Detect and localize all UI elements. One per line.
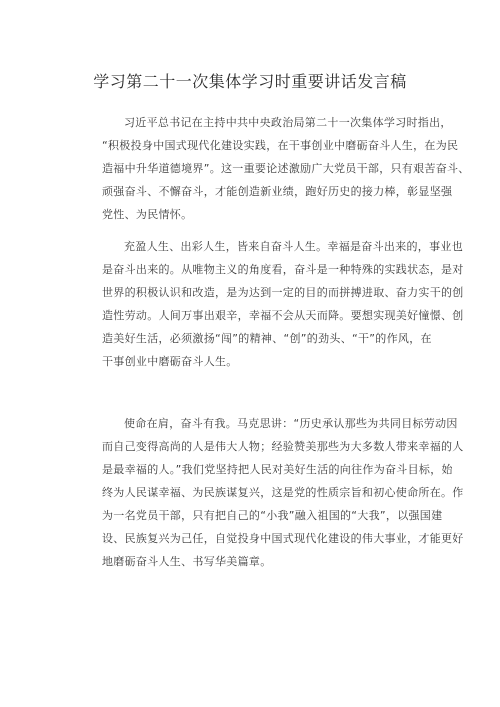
paragraph-line: 充盈人生、出彩人生，皆来自奋斗人生。幸福是奋斗出来的，事业也 — [124, 240, 463, 253]
paragraph-line: 地磨砺奋斗人生、书写华美篇章。 — [102, 555, 272, 568]
paragraph-line: 造美好生活，必须激扬“闯”的精神、“创”的劲头、“干”的作风，在 — [102, 332, 432, 345]
paragraph-line: 顽强奋斗、不懈奋斗，才能创造新业绩，跑好历史的接力棒，彰显坚强 — [102, 185, 453, 198]
document-title: 学习第二十一次集体学习时重要讲话发言稿 — [93, 72, 407, 91]
paragraph-1 — [102, 111, 470, 226]
paragraph-line: 设、民族复兴为己任，自觉投身中国式现代化建设的伟大事业，才能更好 — [102, 532, 464, 545]
paragraph-3 — [102, 412, 464, 573]
paragraph-line: 而自己变得高尚的人是伟大人物；经验赞美那些为大多数人带来幸福的人 — [102, 440, 464, 453]
paragraph-line: 造福中升华道德境界”。这一重要论述激励广大党员干部，只有艰苦奋斗、 — [102, 162, 470, 175]
paragraph-line: 终为人民谋幸福、为民族谋复兴，这是党的性质宗旨和初心使命所在。作 — [102, 486, 464, 499]
paragraph-line: 习近平总书记在主持中共中央政治局第二十一次集体学习时指出， — [124, 116, 452, 129]
paragraph-line: 造性劳动。人间万事出艰辛，幸福不会从天而降。要想实现美好憧憬、创 — [102, 309, 464, 322]
paragraph-line: 干事创业中磨砺奋斗人生。 — [102, 355, 238, 368]
paragraph-line: 为一名党员干部，只有把自己的“小我”融入祖国的“大我”，以强国建 — [102, 509, 443, 522]
paragraph-line: 世界的积极认识和改造，是为达到一定的目的而拼搏进取、奋力实干的创 — [102, 286, 464, 299]
paragraph-line: 使命在肩，奋斗有我。马克思讲：“历史承认那些为共同目标劳动因 — [124, 417, 458, 430]
paragraph-line: “积极投身中国式现代化建设实践，在干事创业中磨砺奋斗人生，在为民 — [102, 139, 459, 152]
paragraph-line: 是最幸福的人。”我们党坚持把人民对美好生活的向往作为奋斗目标，始 — [102, 463, 453, 476]
paragraph-line: 党性、为民情怀。 — [102, 208, 193, 221]
paragraph-2 — [102, 235, 464, 373]
paragraph-line: 是奋斗出来的。从唯物主义的角度看，奋斗是一种特殊的实践状态，是对 — [102, 263, 464, 276]
